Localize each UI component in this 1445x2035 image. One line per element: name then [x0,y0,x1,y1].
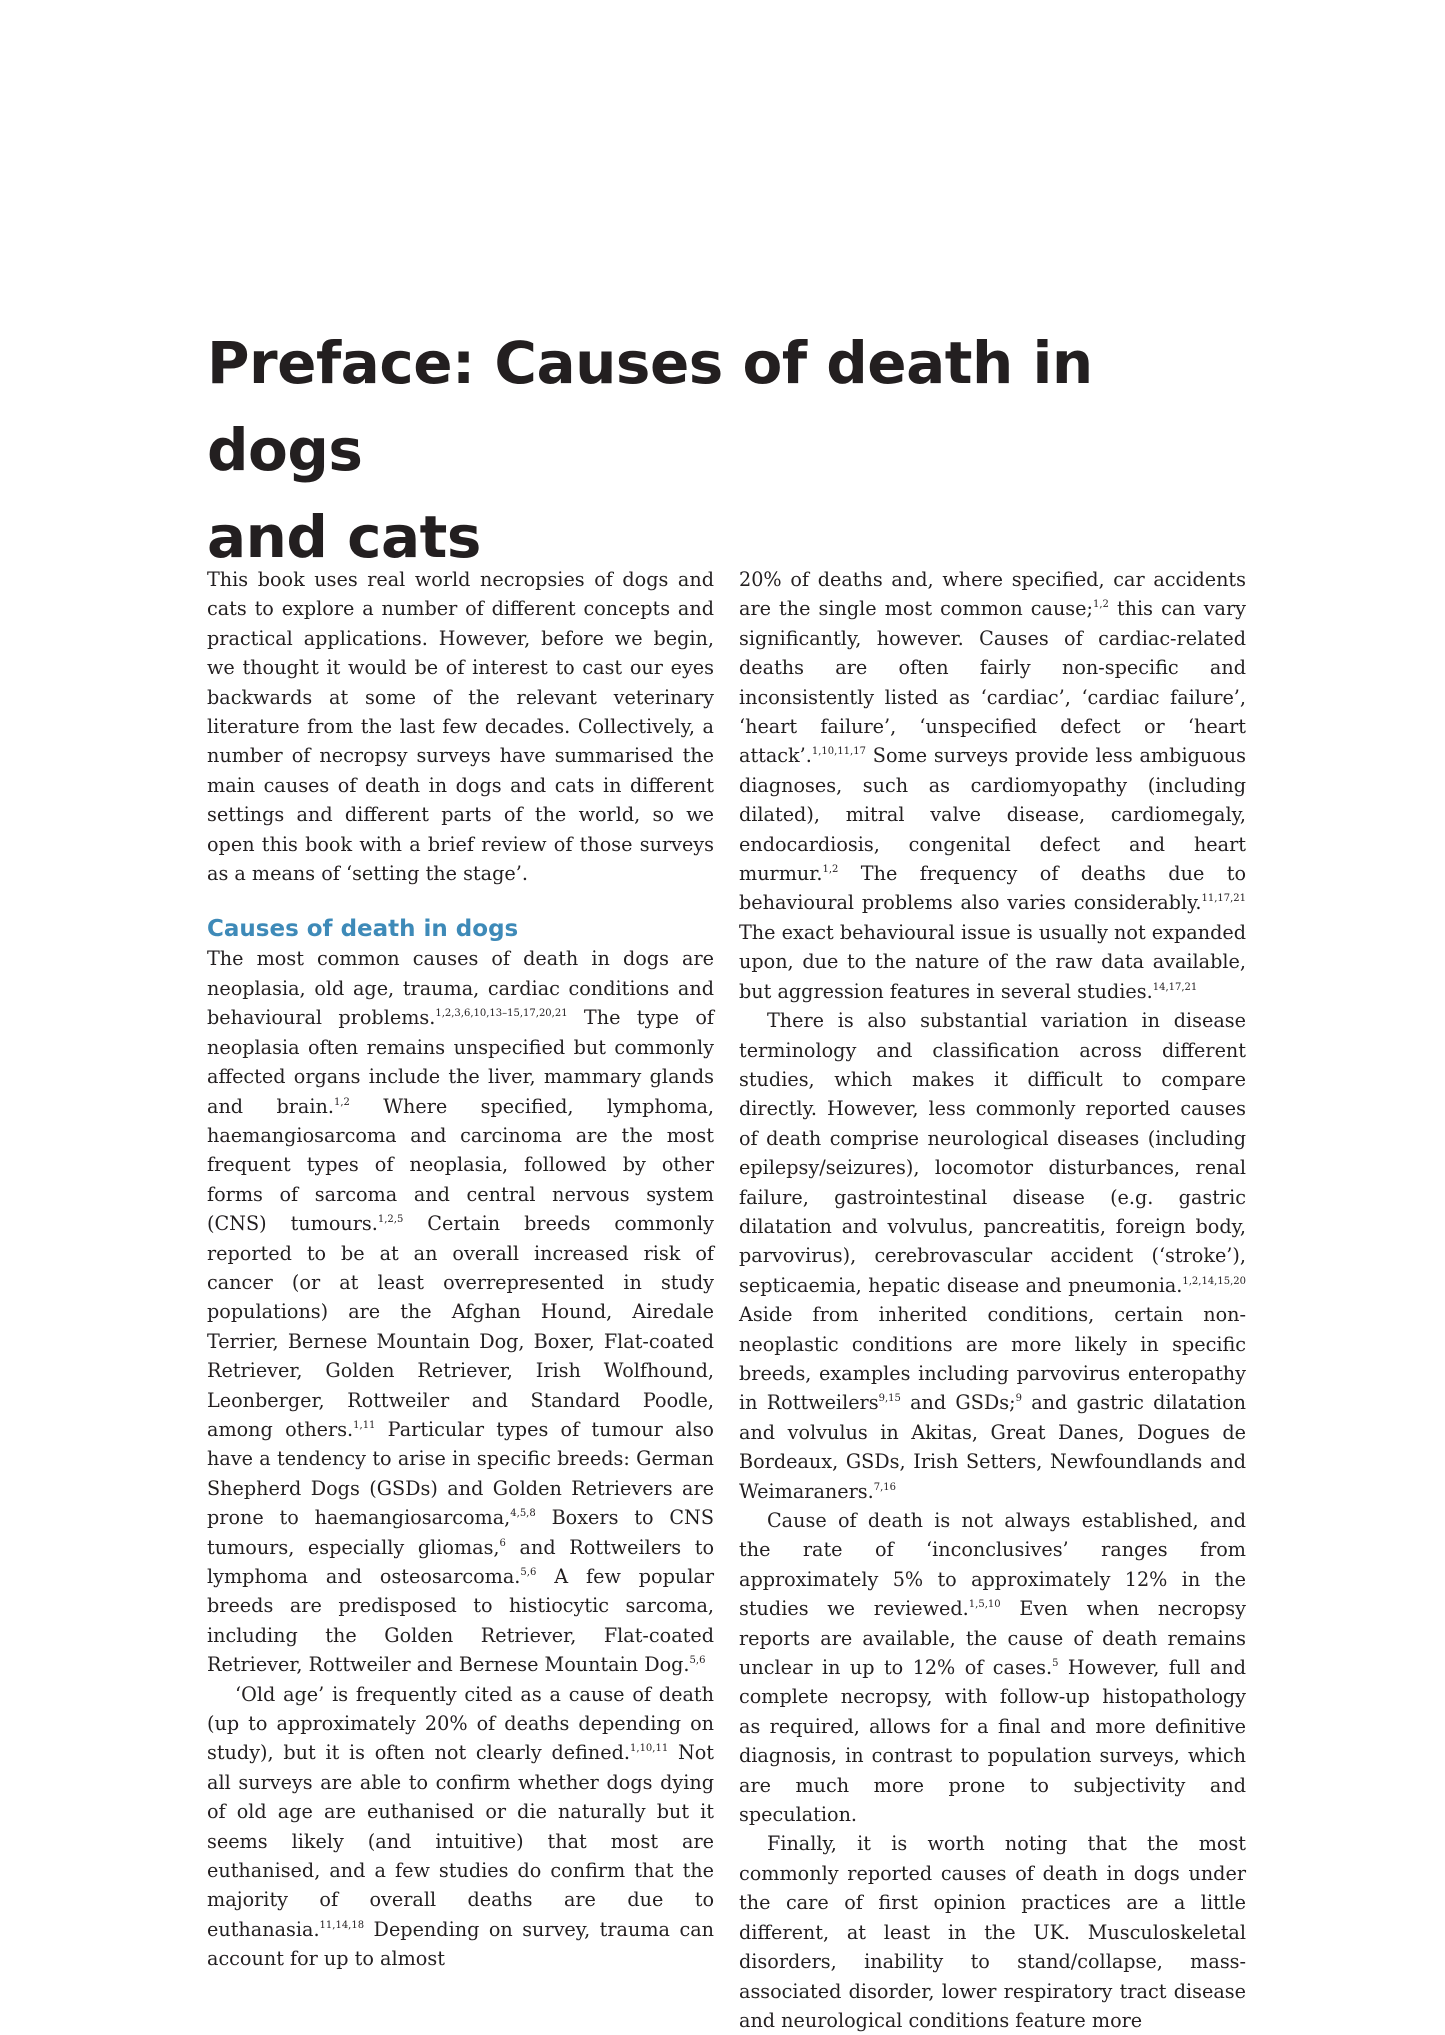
citation-ref: 1,2 [1092,599,1109,611]
paragraph-text: 20% of deaths and, where specified, car accidents are the single most common cause; [739,568,1246,621]
paragraph-text: There is also substantial variation in disease terminology and classification across different studies, which makes it difficult to compare directly. However, less commonly reported causes of death comprise neurological diseases (including epilepsy/seizures), locomotor disturbances, renal failure, gastrointestinal disease (e.g. gastric dilatation and volvulus, pancreatitis, foreign body, parvovirus), cerebrovascular accident (‘stroke’), septicaemia, hepatic disease and pneumonia. [739,1009,1246,1297]
citation-ref: 1,10,11,17 [811,746,866,758]
citation-ref: 1,10,11 [630,1743,669,1755]
paragraph-text: and GSDs; [900,1391,1016,1415]
citation-ref: 7,16 [873,1481,896,1493]
paragraph-text: Where specified, lymphoma, haemangiosarcoma and carcinoma are the most frequent types of neoplasia, followed by other forms of sarcoma and central nervous system (CNS) tumours. [207,1094,714,1236]
right-paragraph-1 [739,565,1246,1006]
left-column [207,565,714,1974]
paragraph-text: Certain breeds commonly reported to be at an overall increased risk of cancer (or at least overrepresented in study populations) are the Afghan Hound, Airedale Terrier, Bernese Mountain Dog, Boxer, Flat-coated Retriever, Golden Retriever, Irish Wolfhound, Leonberger, Rottweiler and Standard Poodle, among others. [207,1212,714,1441]
citation-ref: 11,17,21 [1201,893,1246,905]
citation-ref: 6 [499,1537,506,1549]
citation-ref: 9,15 [878,1393,901,1405]
section-heading-dogs: Causes of death in dogs [207,916,519,943]
paragraph-text: This book uses real world necropsies of dogs and cats to explore a number of different concepts and practical applications. However, before we begin, we thought it would be of interest to cast our eyes backwards at some of the relevant veterinary literature from the last few decades. Collectively, a number of necropsy surveys have summarised the main causes of death in dogs and cats in different settings and different parts of the world, so we open this book with a brief review of those surveys as a means of ‘setting the stage’. [207,568,714,886]
paragraph-text: and Rottweilers to lymphoma and osteosarcoma. [207,1535,714,1588]
citation-ref: 1,2 [822,864,839,876]
paragraph-text: ‘Old age’ is frequently cited as a cause of death (up to approximately 20% of deaths depending on study), but it is often not clearly defined. [207,1682,714,1765]
dogs-paragraph-2 [207,1680,714,1974]
paragraph-text: and gastric dilatation and volvulus in Akitas, Great Danes, Dogues de Bordeaux, GSDs, Irish Setters, Newfoundlands and Weimaraners. [739,1391,1246,1503]
paragraph-text: A few popular breeds are predisposed to histiocytic sarcoma, including the Golden Retriever, Flat-coated Retriever, Rottweiler and Bernese Mountain Dog. [207,1565,714,1677]
paragraph-text: The frequency of deaths due to behavioural problems also varies considerably. [739,862,1246,915]
page-title-line-2: and cats [207,503,481,571]
page-title [207,320,1257,581]
citation-ref: 9 [1015,1393,1022,1405]
page-title-line-1: Preface: Causes of death in dogs [207,329,1093,484]
citation-ref: 11,14,18 [319,1919,365,1931]
paragraph-text: Particular types of tumour also have a tendency to arise in specific breeds: German Shepherd Dogs (GSDs) and Golden Retrievers are prone to haemangiosarcoma, [207,1417,714,1530]
citation-ref: 5,6 [689,1655,706,1667]
citation-ref: 1,2 [333,1096,350,1108]
paragraph-text: Aside from inherited conditions, certain non-neoplastic conditions are more likely in specific breeds, examples including parvovirus enteropathy in Rottweilers [739,1303,1246,1415]
citation-ref: 5 [1052,1658,1059,1670]
citation-ref: 1,11 [353,1419,376,1431]
right-paragraph-3 [739,1506,1246,1829]
paragraph-text: Not all surveys are able to confirm whether dogs dying of old age are euthanised or die naturally but it seems likely (and intuitive) that most are euthanised, and a few studies do confirm that the majority of overall deaths are due to euthanasia. [207,1741,714,1941]
paragraph-text: Cause of death is not always established, and the rate of ‘inconclusives’ ranges from approximately 5% to approximately 12% in the studies we reviewed. [739,1509,1246,1621]
citation-ref: 14,17,21 [1152,981,1198,993]
citation-ref: 1,5,10 [968,1599,1001,1611]
citation-ref: 5,6 [520,1567,537,1578]
citation-ref: 1,2,5 [377,1214,404,1226]
paragraph-text: However, full and complete necropsy, with follow-up histopathology as required, allows for a final and more definitive diagnosis, in contrast to population surveys, which are much more prone to subjectivity and speculation. [739,1656,1246,1827]
citation-ref: 1,2,3,6,10,13–15,17,20,21 [435,1008,568,1020]
paragraph-text: The exact behavioural issue is usually not expanded upon, due to the nature of the raw data available, but aggression features in several studies. [739,920,1246,1003]
paragraph-text: The type of neoplasia often remains unspecified but commonly affected organs include the liver, mammary glands and brain. [207,1006,714,1118]
paragraph-text: Depending on survey, trauma can account for up to almost [207,1917,714,1971]
right-paragraph-4 [739,1829,1246,2035]
paragraph-text: Even when necropsy reports are available, the cause of death remains unclear in up to 12% of cases. [739,1597,1246,1680]
citation-ref: 4,5,8 [510,1508,536,1520]
right-column [739,565,1246,2035]
dogs-paragraph-1 [207,944,714,1679]
intro-paragraph [207,565,714,888]
paragraph-text: Finally, it is worth noting that the most commonly reported causes of death in dogs under the care of first opinion practices are a little different, at least in the UK. Musculoskeletal disorders, inability to stand/collapse, mass-associated disorder, lower respiratory tract disease and neurological conditions feature more [739,1832,1246,2032]
right-paragraph-2 [739,1006,1246,1506]
paragraph-text: this can vary significantly, however. Causes of cardiac-related deaths are often fairly non-specific and inconsistently listed as ‘cardiac’, ‘cardiac failure’, ‘heart failure’, ‘unspecified defect or ‘heart attack’. [739,597,1246,768]
citation-ref: 1,2,14,15,20 [1182,1275,1246,1287]
paragraph-text: Some surveys provide less ambiguous diagnoses, such as cardiomyopathy (including dilated), mitral valve disease, cardiomegaly, endocardiosis, congenital defect and heart murmur. [739,744,1246,886]
paragraph-text: Boxers to CNS tumours, especially gliomas, [207,1506,714,1559]
paragraph-text: The most common causes of death in dogs are neoplasia, old age, trauma, cardiac conditions and behavioural problems. [207,947,714,1030]
